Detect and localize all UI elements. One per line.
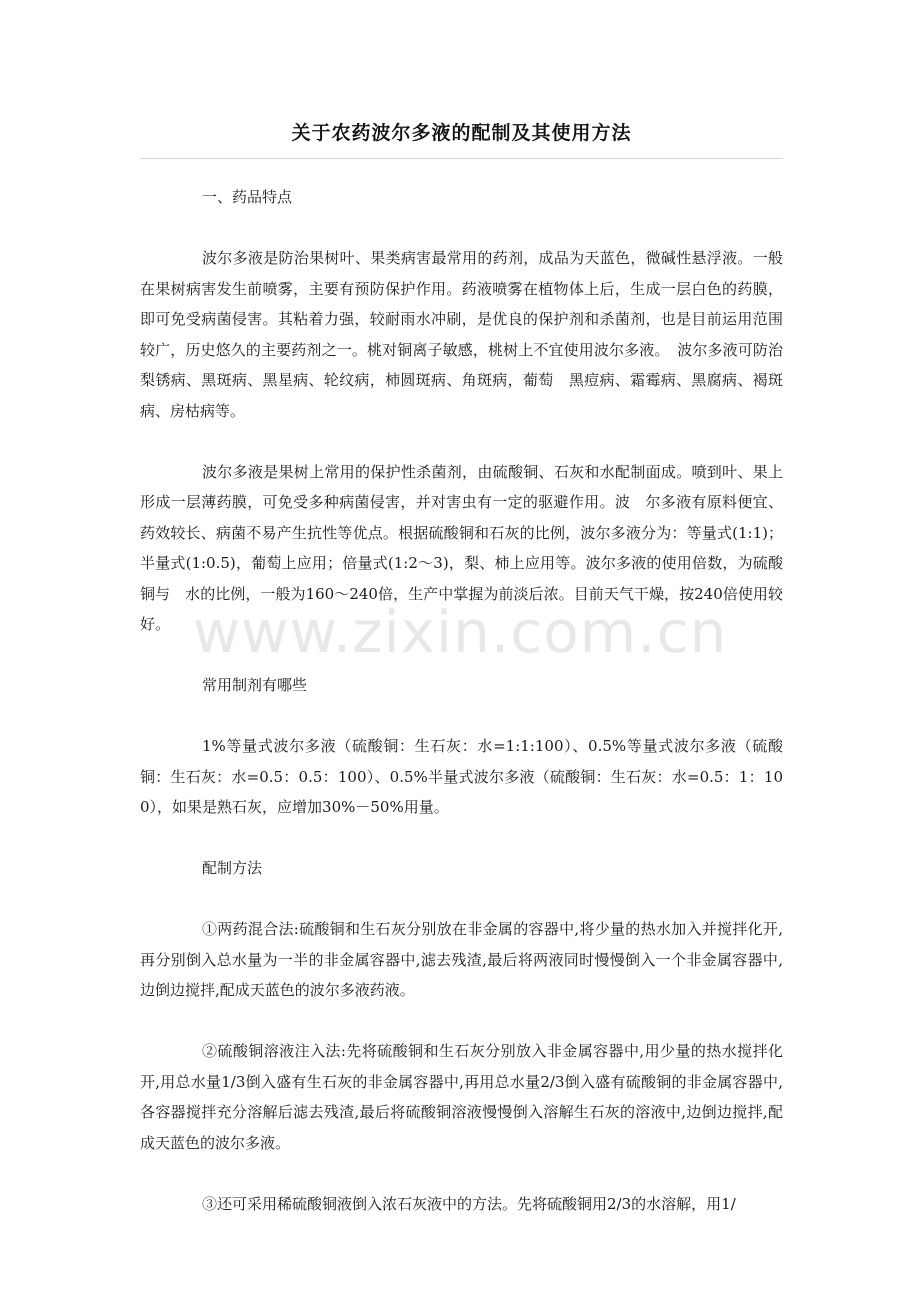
paragraph-formulations: 1%等量式波尔多液（硫酸铜：生石灰：水=1:1:100）、0.5%等量式波尔多液（硫酸铜：生石灰：水=0.5：0.5：100）、0.5%半量式波尔多液（硫酸铜：生石灰：水=0.5：1：100），如果是熟石灰，应增加30%－50%用量。 [140, 737, 783, 816]
document-body [140, 182, 783, 1219]
section-heading-features: 一、药品特点 [202, 188, 293, 206]
section-heading-method: 配制方法 [202, 859, 263, 877]
paragraph-method-3: ③还可采用稀硫酸铜液倒入浓石灰液中的方法。先将硫酸铜用2/3的水溶解，用1/ [202, 1194, 736, 1213]
watermark: www.zixin.com.cn [192, 598, 728, 666]
paragraph-features: 波尔多液是防治果树叶、果类病害最常用的药剂，成品为天蓝色，微碱性悬浮液。一般在果树病害发生前喷雾，主要有预防保护作用。药液喷雾在植物体上后，生成一层白色的药膜，即可免受病菌侵害。其粘着力强，较耐雨水冲刷，是优良的保护剂和杀菌剂，也是目前运用范围较广，历史悠久的主要药剂之一。桃对铜离子敏感，桃树上不宜使用波尔多液。 波尔多液可防治梨锈病、黑斑病、黑星病、轮纹病，柿圆斑病、角斑病，葡萄 黑痘病、霜霉病、黑腐病、褐斑病、房枯病等。 [140, 249, 783, 420]
title-divider [140, 158, 783, 159]
section-heading-formulations: 常用制剂有哪些 [202, 676, 308, 694]
paragraph-description: 波尔多液是果树上常用的保护性杀菌剂，由硫酸铜、石灰和水配制面成。喷到叶、果上形成一层薄药膜，可免受多种病菌侵害，并对害虫有一定的驱避作用。波 尔多液有原料便宜、药效较长、病菌不易产生抗性等优点。根据硫酸铜和石灰的比例，波尔多液分为：等量式(1:1)；半量式(1:0.5)，葡萄上应用；倍量式(1:2～3)，梨、柿上应用等。波尔多液的使用倍数，为硫酸铜与 水的比例，一般为160～240倍，生产中掌握为前淡后浓。目前天气干燥，按240倍使用较好。 [140, 462, 783, 633]
paragraph-method-2: ②硫酸铜溶液注入法:先将硫酸铜和生石灰分别放入非金属容器中,用少量的热水搅拌化开,用总水量1/3倒入盛有生石灰的非金属容器中,再用总水量2/3倒入盛有硫酸铜的非金属容器中,各容器搅拌充分溶解后滤去残渣,最后将硫酸铜溶液慢慢倒入溶解生石灰的溶液中,边倒边搅拌,配成天蓝色的波尔多液。 [140, 1042, 783, 1152]
paragraph-method-1: ①两药混合法:硫酸铜和生石灰分别放在非金属的容器中,将少量的热水加入并搅拌化开,再分别倒入总水量为一半的非金属容器中,滤去残渣,最后将两液同时慢慢倒入一个非金属容器中,边倒边搅拌,配成天蓝色的波尔多液药液。 [140, 920, 783, 999]
document-title: 关于农药波尔多液的配制及其使用方法 [291, 122, 632, 144]
